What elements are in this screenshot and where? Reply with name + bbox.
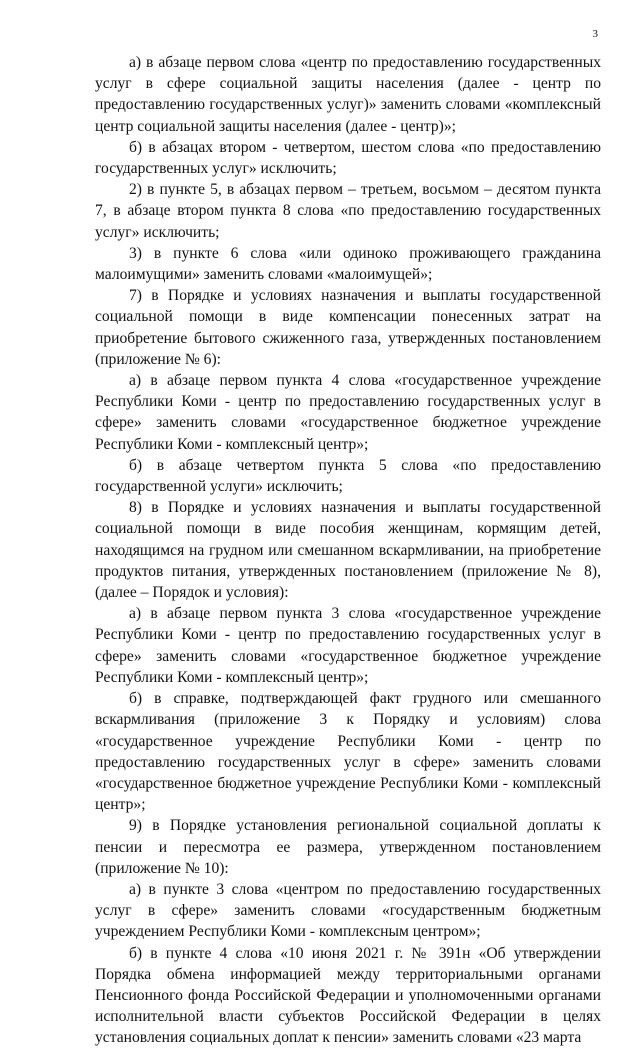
paragraph: а) в пункте 3 слова «центром по предоставлению государственных услуг в сфере» заменить словами «государственным бюджетным учреждением Республики Коми - комплексным центром»; <box>95 880 601 941</box>
paragraph: 3) в пункте 6 слова «или одиноко проживающего гражданина малоимущими» заменить словами «малоимущей»; <box>95 244 601 284</box>
paragraph: а) в абзаце первом пункта 4 слова «государственное учреждение Республики Коми - центр по предоставлению государственных услуг в сфере» заменить словами «государственное бюджетное учреждение Республики Коми - комплексный центр»; <box>95 372 601 453</box>
paragraph: 7) в Порядке и условиях назначения и выплаты государственной социальной помощи в виде компенсации понесенных затрат на приобретение бытового сжиженного газа, утвержденных постановлением (приложение № 6): <box>95 287 601 368</box>
paragraph: б) в пункте 4 слова «10 июня 2021 г. № 391н «Об утверждении Порядка обмена информацией между территориальными органами Пенсионного фонда Российской Федерации и уполномоченными органами исполнительной власти субъектов Российской Федерации в целях установления социальных доплат к пенсии» заменить словами «23 марта <box>95 944 601 1047</box>
paragraph: а) в абзаце первом слова «центр по предоставлению государственных услуг в сфере социальной защиты населения (далее - центр по предоставлению государственных услуг)» заменить словами «комплексный центр социальной защиты населения (далее - центр)»; <box>95 54 601 135</box>
paragraph: б) в абзаце четвертом пункта 5 слова «по предоставлению государственной услуги» исключить; <box>95 456 601 496</box>
paragraph: а) в абзаце первом пункта 3 слова «государственное учреждение Республики Коми - центр по предоставлению государственных услуг в сфере» заменить словами «государственное бюджетное учреждение Республики Коми - комплексный центр»; <box>95 605 601 686</box>
document-body <box>95 52 601 1049</box>
paragraph: 2) в пункте 5, в абзацах первом – третьем, восьмом – десятом пункта 7, в абзаце втором пункта 8 слова «по предоставлению государственных услуг» исключить; <box>95 181 601 241</box>
page-number: 3 <box>592 28 598 40</box>
paragraph: 8) в Порядке и условиях назначения и выплаты государственной социальной помощи в виде пособия женщинам, кормящим детей, находящимся на грудном или смешанном вскармливании, на приобретение продуктов питания, утвержденных постановлением (приложение № 8), (далее – Порядок и условия): <box>95 499 601 602</box>
paragraph: б) в справке, подтверждающей факт грудного или смешанного вскармливания (приложение 3 к Порядку и условиям) слова «государственное учреждение Республики Коми - центр по предоставлению государственных услуг в сфере» заменить словами «государственное бюджетное учреждение Республики Коми - комплексный центр»; <box>95 690 601 814</box>
paragraph: 9) в Порядке установления региональной социальной доплаты к пенсии и пересмотра ее размера, утвержденном постановлением (приложение № 10): <box>95 817 601 877</box>
paragraph: б) в абзацах втором - четвертом, шестом слова «по предоставлению государственных услуг» исключить; <box>95 138 601 178</box>
